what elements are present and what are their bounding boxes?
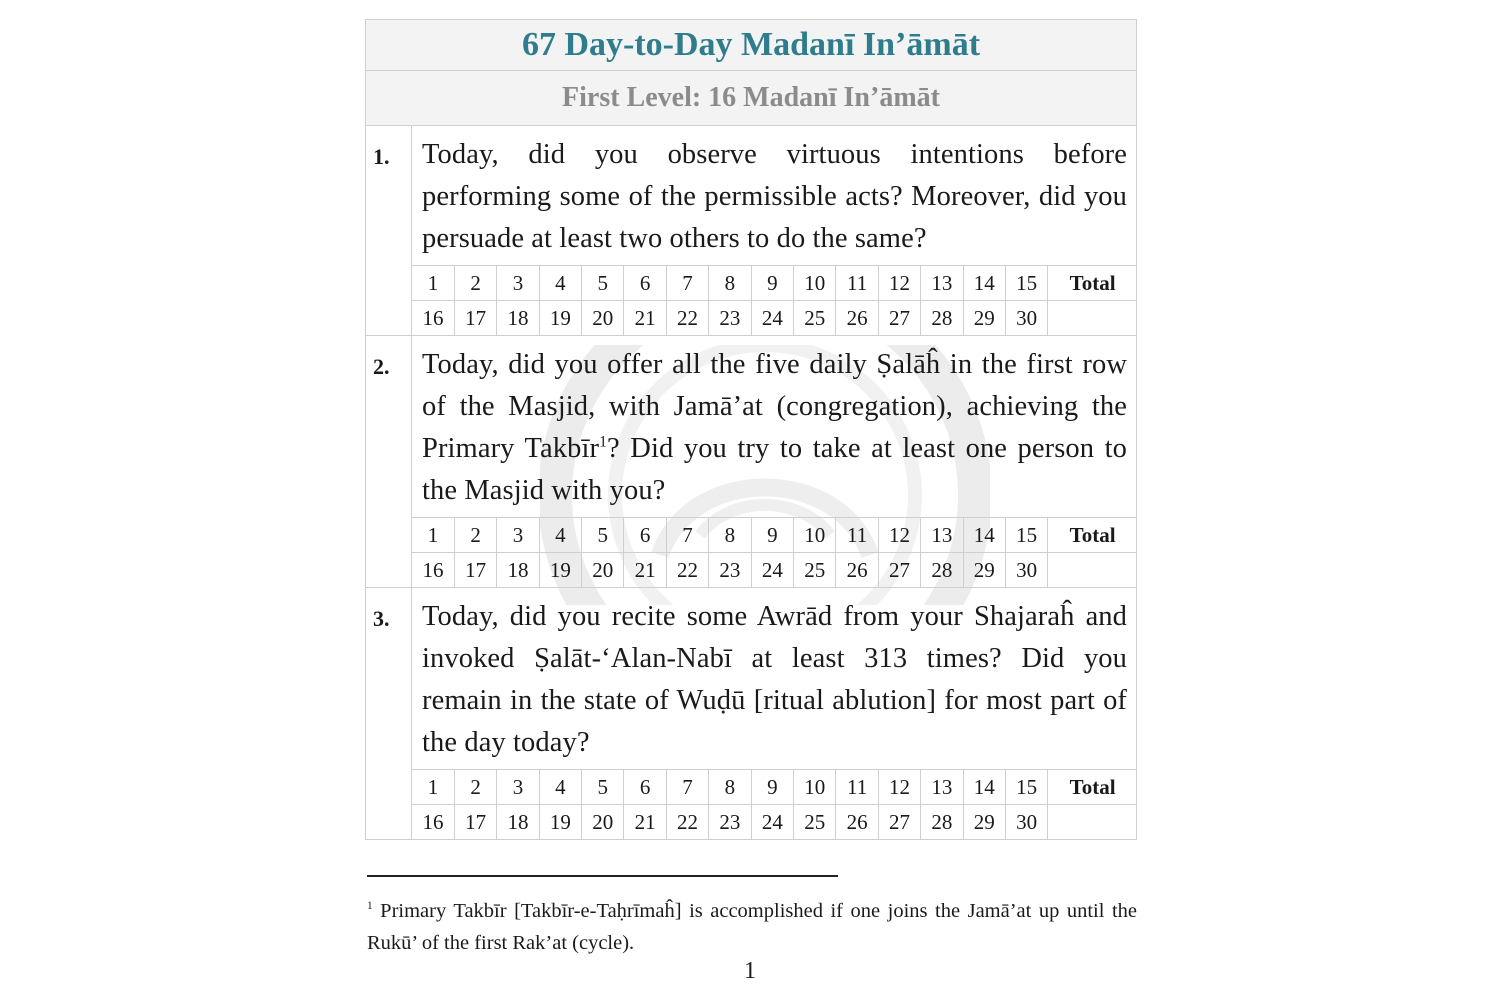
day-cell[interactable]: 20 (582, 553, 624, 588)
day-cell[interactable]: 10 (794, 770, 836, 805)
day-cell[interactable]: 25 (794, 301, 836, 336)
footnote-text: Primary Takbīr [Takbīr-e-Taḥrīmaĥ] is accomplished if one joins the Jamā’at up until the Rukū’ of the first Rak’at (cycle). (367, 900, 1138, 954)
day-cell[interactable]: 11 (836, 770, 878, 805)
day-cell[interactable]: 27 (878, 301, 920, 336)
day-cell[interactable]: 4 (539, 518, 581, 553)
question-row (366, 588, 1137, 840)
day-cell[interactable]: 21 (624, 301, 666, 336)
day-cell[interactable]: 15 (1005, 518, 1047, 553)
question-text: Today, did you recite some Awrād from your Shajaraĥ and invoked Ṣalāt-‘Alan-Nabī at least 313 times? Did you remain in the state of Wuḍū [ritual ablution] for most part of the day today? (422, 601, 1128, 758)
day-cell[interactable]: 13 (921, 770, 963, 805)
day-cell[interactable]: 9 (751, 518, 793, 553)
day-cell[interactable]: 5 (582, 266, 624, 301)
total-entry-cell[interactable] (1048, 553, 1137, 588)
day-cell[interactable]: 20 (582, 805, 624, 840)
day-cell[interactable]: 7 (666, 770, 708, 805)
day-cell[interactable]: 18 (497, 553, 539, 588)
madani-inamat-table (365, 19, 1137, 840)
day-cell[interactable]: 19 (539, 805, 581, 840)
day-cell[interactable]: 23 (709, 805, 751, 840)
day-cell[interactable]: 24 (751, 301, 793, 336)
day-cell[interactable]: 3 (497, 770, 539, 805)
question-text: Today, did you observe virtuous intentions before performing some of the permissible acts? Moreover, did you persuade at least two others to do the same? (422, 139, 1128, 254)
day-cell[interactable]: 30 (1005, 301, 1047, 336)
day-cell[interactable]: 14 (963, 266, 1005, 301)
day-cell[interactable]: 18 (497, 805, 539, 840)
day-cell[interactable]: 21 (624, 553, 666, 588)
day-cell[interactable]: 3 (497, 266, 539, 301)
day-cell[interactable]: 28 (921, 301, 963, 336)
day-cell[interactable]: 29 (963, 805, 1005, 840)
question-number: 3. (366, 588, 412, 840)
day-cell[interactable]: 30 (1005, 553, 1047, 588)
day-cell[interactable]: 9 (751, 266, 793, 301)
day-cell[interactable]: 2 (454, 518, 496, 553)
footnote-divider (367, 875, 838, 877)
day-cell[interactable]: 30 (1005, 805, 1047, 840)
day-cell[interactable]: 26 (836, 301, 878, 336)
footnote-marker: 1 (367, 900, 373, 913)
day-cell[interactable]: 13 (921, 518, 963, 553)
day-cell[interactable]: 18 (497, 301, 539, 336)
level-heading: First Level: 16 Madanī In’āmāt (366, 71, 1137, 126)
day-tracker-grid (412, 265, 1137, 335)
day-cell[interactable]: 24 (751, 553, 793, 588)
day-cell[interactable]: 16 (412, 301, 454, 336)
day-cell[interactable]: 24 (751, 805, 793, 840)
day-cell[interactable]: 17 (454, 553, 496, 588)
day-cell[interactable]: 8 (709, 266, 751, 301)
question-text-part: ? Did you try to take at least one person to the Masjid with you? (422, 433, 1128, 506)
day-cell[interactable]: 7 (666, 518, 708, 553)
day-cell[interactable]: 22 (666, 805, 708, 840)
day-cell[interactable]: 13 (921, 266, 963, 301)
day-cell[interactable]: 17 (454, 301, 496, 336)
day-cell[interactable]: 1 (412, 770, 454, 805)
day-cell[interactable]: 15 (1005, 770, 1047, 805)
day-cell[interactable]: 1 (412, 266, 454, 301)
day-cell[interactable]: 17 (454, 805, 496, 840)
day-cell[interactable]: 21 (624, 805, 666, 840)
day-cell[interactable]: 22 (666, 301, 708, 336)
day-tracker-row (412, 553, 1137, 588)
day-cell[interactable]: 25 (794, 805, 836, 840)
day-cell[interactable]: 1 (412, 518, 454, 553)
day-cell[interactable]: 23 (709, 553, 751, 588)
day-cell[interactable]: 19 (539, 301, 581, 336)
day-cell[interactable]: 26 (836, 805, 878, 840)
day-tracker-row (412, 805, 1137, 840)
day-cell[interactable]: 3 (497, 518, 539, 553)
day-cell[interactable]: 12 (878, 266, 920, 301)
day-cell[interactable]: 25 (794, 553, 836, 588)
day-cell[interactable]: 5 (582, 770, 624, 805)
day-cell[interactable]: 27 (878, 805, 920, 840)
day-cell[interactable]: 27 (878, 553, 920, 588)
day-cell[interactable]: 2 (454, 266, 496, 301)
day-cell[interactable]: 16 (412, 553, 454, 588)
day-cell[interactable]: 10 (794, 518, 836, 553)
day-cell[interactable]: 12 (878, 770, 920, 805)
day-cell[interactable]: 11 (836, 518, 878, 553)
day-cell[interactable]: 29 (963, 553, 1005, 588)
day-cell[interactable]: 6 (624, 266, 666, 301)
day-cell[interactable]: 5 (582, 518, 624, 553)
question-number: 2. (366, 336, 412, 588)
question-text-part: Today, did you offer all the five daily Ṣalāĥ in the first row of the Masjid, with Jamā’at (congregation), achieving the Primary Takbīr (422, 349, 1128, 464)
total-label: Total (1048, 770, 1137, 805)
question-text (412, 336, 1136, 517)
total-entry-cell[interactable] (1048, 301, 1137, 336)
day-cell[interactable]: 4 (539, 770, 581, 805)
footnote (367, 895, 1137, 959)
day-cell[interactable]: 16 (412, 805, 454, 840)
day-cell[interactable]: 19 (539, 553, 581, 588)
day-cell[interactable]: 6 (624, 770, 666, 805)
question-row (366, 336, 1137, 588)
day-tracker-row (412, 518, 1137, 553)
day-cell[interactable]: 23 (709, 301, 751, 336)
day-tracker-grid (412, 769, 1137, 839)
total-label: Total (1048, 518, 1137, 553)
day-cell[interactable]: 26 (836, 553, 878, 588)
footnote-reference[interactable]: 1 (599, 433, 608, 451)
day-cell[interactable]: 20 (582, 301, 624, 336)
total-label: Total (1048, 266, 1137, 301)
page-title: 67 Day-to-Day Madanī In’āmāt (366, 20, 1137, 71)
day-cell[interactable]: 6 (624, 518, 666, 553)
day-tracker-row (412, 770, 1137, 805)
day-cell[interactable]: 28 (921, 553, 963, 588)
day-cell[interactable]: 11 (836, 266, 878, 301)
day-cell[interactable]: 10 (794, 266, 836, 301)
question-row (366, 126, 1137, 336)
day-cell[interactable]: 28 (921, 805, 963, 840)
day-cell[interactable]: 22 (666, 553, 708, 588)
day-cell[interactable]: 12 (878, 518, 920, 553)
total-entry-cell[interactable] (1048, 805, 1137, 840)
day-cell[interactable]: 8 (709, 770, 751, 805)
day-cell[interactable]: 29 (963, 301, 1005, 336)
question-number: 1. (366, 126, 412, 336)
day-tracker-row (412, 266, 1137, 301)
day-cell[interactable]: 14 (963, 770, 1005, 805)
day-cell[interactable]: 8 (709, 518, 751, 553)
day-cell[interactable]: 15 (1005, 266, 1047, 301)
day-cell[interactable]: 2 (454, 770, 496, 805)
day-cell[interactable]: 14 (963, 518, 1005, 553)
day-tracker-row (412, 301, 1137, 336)
day-tracker-grid (412, 517, 1137, 587)
day-cell[interactable]: 4 (539, 266, 581, 301)
page-number: 1 (744, 958, 756, 984)
day-cell[interactable]: 9 (751, 770, 793, 805)
day-cell[interactable]: 7 (666, 266, 708, 301)
